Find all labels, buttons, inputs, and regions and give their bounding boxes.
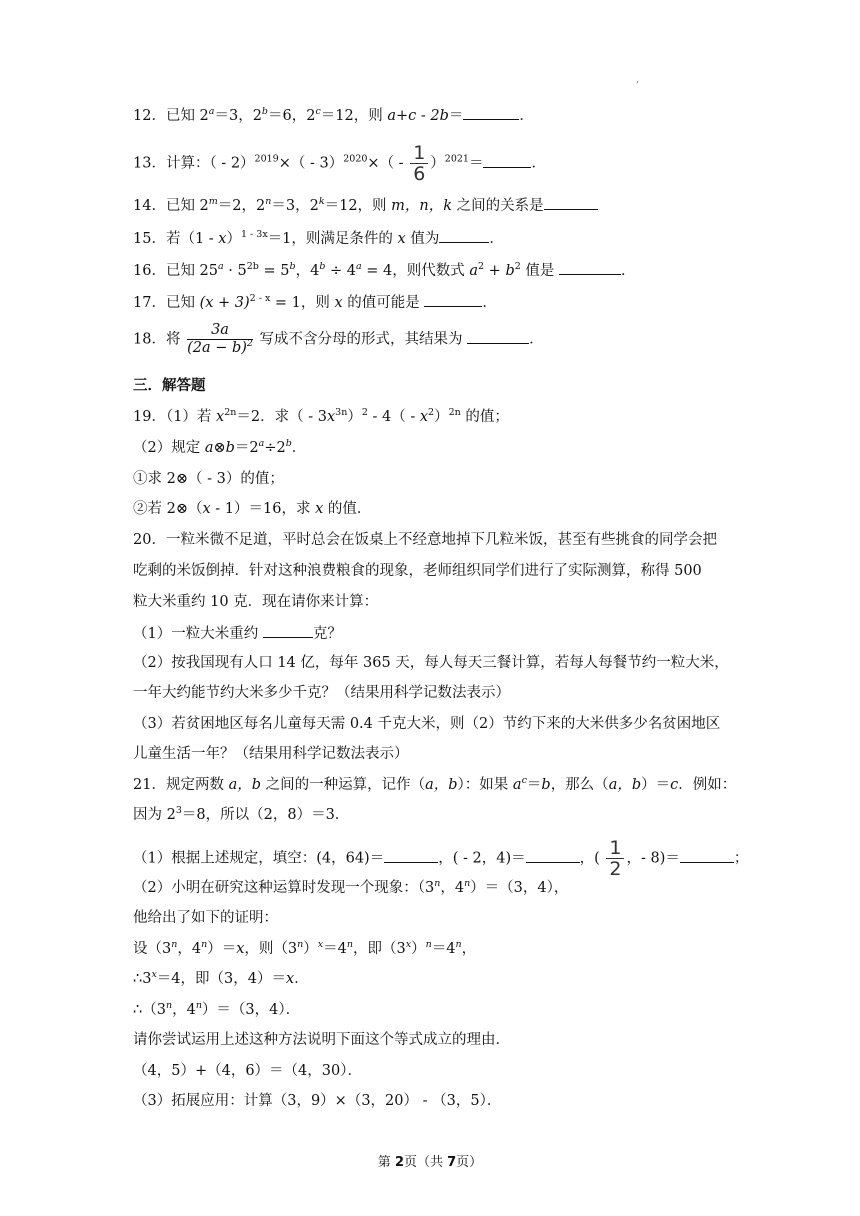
question-21-line: 他给出了如下的证明： [133,910,278,926]
question-21-line: （4，5）+（4，6）＝（4，30）． [133,1063,362,1079]
question-21-part3: （3）拓展应用：计算（3，9）×（3，20） - （3，5）． [133,1093,502,1109]
question-14: 14．已知 $2^m=2$，$2^n=3$，$2^k=12$，则 m，n，k 之间的关系是 [133,194,598,216]
answer-blank [483,152,531,168]
question-21-line: 21．规定两数 a，b 之间的一种运算，记作（a，b）：如果 $a^c=b$，那么（a，b）＝c．例如： [133,775,737,793]
question-20-line: 一年大约能节约大米多少千克？（结果用科学记数法表示） [133,685,510,701]
question-19-part2: （2）规定 $a\otimes b=2^a\div 2^b$． [133,438,307,456]
question-20-part1: （1）一粒大米重约 克？ [133,622,342,644]
question-20-part3: （3）若贫困地区每名儿童每天需 0.4 千克大米，则（2）节约下来的大米供多少名贫困地区 [133,716,721,732]
fraction-one-sixth: $\frac{1}{6}$ [410,143,428,184]
answer-blank [424,291,482,307]
answer-blank [680,847,734,863]
answer-blank [384,847,438,863]
question-15: 15．若（1 - x）$^{1 - 3x}$＝1，则满足条件的 x 值为 ． [133,229,504,247]
answer-blank [439,227,489,243]
question-19-sub1: ①求 2⊗（ - 3）的值； [133,471,284,487]
section-title: 三．解答题 [133,378,206,394]
answer-blank [544,194,598,210]
page-footer: 第 2页（共 7页） [377,1155,483,1170]
question-17: 17．已知 $(x + 3)^{2 - x} = 1$，则 x 的值可能是 ． [133,293,497,311]
question-20-line: 儿童生活一年？（结果用科学记数法表示） [133,746,409,762]
fraction-3a-over-2a-minus-b-squared: $\frac{3a}{(2a - b)^2}$ [187,322,253,356]
fraction-one-half: $\frac{1}{2}$ [606,838,624,879]
question-16: 16．已知 $25^a \cdot 5^{2b} = 5^b$，$4^b \div 4^a = 4$，则代数式 $a^2 + b^2$ 值是 ． [133,261,636,279]
question-13: 13．计算：（ - 2）$^{2019}$×（ - 3）$^{2020}$×（ - $\frac{1}{6}$ ）$^{2021}$＝ ． [133,142,546,185]
page-total: 7 [447,1155,457,1170]
answer-blank [263,622,313,638]
question-21-line: 设（3$^n$，$4^n)=x$，则$(3^n)^x=4^n$，即$(3^x)^n=4^n$， [133,939,477,957]
question-21-part1: （1）根据上述规定，填空：(4，64)＝ ，( - 2，4)＝ ，( $\frac{1}{2}$ ，- 8)＝ ； [133,837,749,880]
question-12: 12．已知 $2^a=3$，$2^b=6$，$2^c=12$，则 a+c - 2b＝ ． [133,106,534,124]
question-21-line: $\therefore 3^x=4$，即（3，4）＝x． [133,969,309,987]
question-21-part2: （2）小明在研究这种运算时发现一个现象：（3$^n$，$4^n)=(3$，4）， [133,878,569,896]
question-21-line: 请你尝试运用上述这种方法说明下面这个等式成立的理由． [133,1032,510,1048]
question-18: 18．将 $\frac{3a}{(2a - b)^2}$ 写成不含分母的形式，其结果为 ． [133,322,544,356]
answer-blank [526,847,580,863]
question-20-line: 粒大米重约 10 克．现在请你来计算： [133,594,379,610]
question-20-line: 吃剩的米饭倒掉．针对这种浪费粮食的现象，老师组织同学们进行了实际测算，称得 500 [133,563,702,579]
question-21-line: 因为 $2^3=8$，所以（2，8）＝3． [133,805,350,823]
question-19-part1: 19．（1）若 $x^{2n}=2$．求（ - $3x^{3n})^2 - 4( - x^2)^{2n}$ 的值； [133,407,509,425]
page-mark: , [636,74,640,85]
page-number: 2 [394,1155,404,1170]
answer-blank [467,328,529,344]
question-20-part2: （2）按我国现有人口 14 亿，每年 365 天，每人每天三餐计算，若每人每餐节约一粒大米， [133,655,729,671]
question-20-line: 20．一粒米微不足道，平时总会在饭桌上不经意地掉下几粒米饭，甚至有些挑食的同学会把 [133,532,717,548]
question-19-sub2: ②若 2⊗（x - 1）＝16，求 x 的值． [133,501,372,517]
answer-blank [463,104,519,120]
question-21-line: ∴（3$^n$，$4^n)=(3$，4）． [133,1000,301,1018]
answer-blank [559,259,621,275]
